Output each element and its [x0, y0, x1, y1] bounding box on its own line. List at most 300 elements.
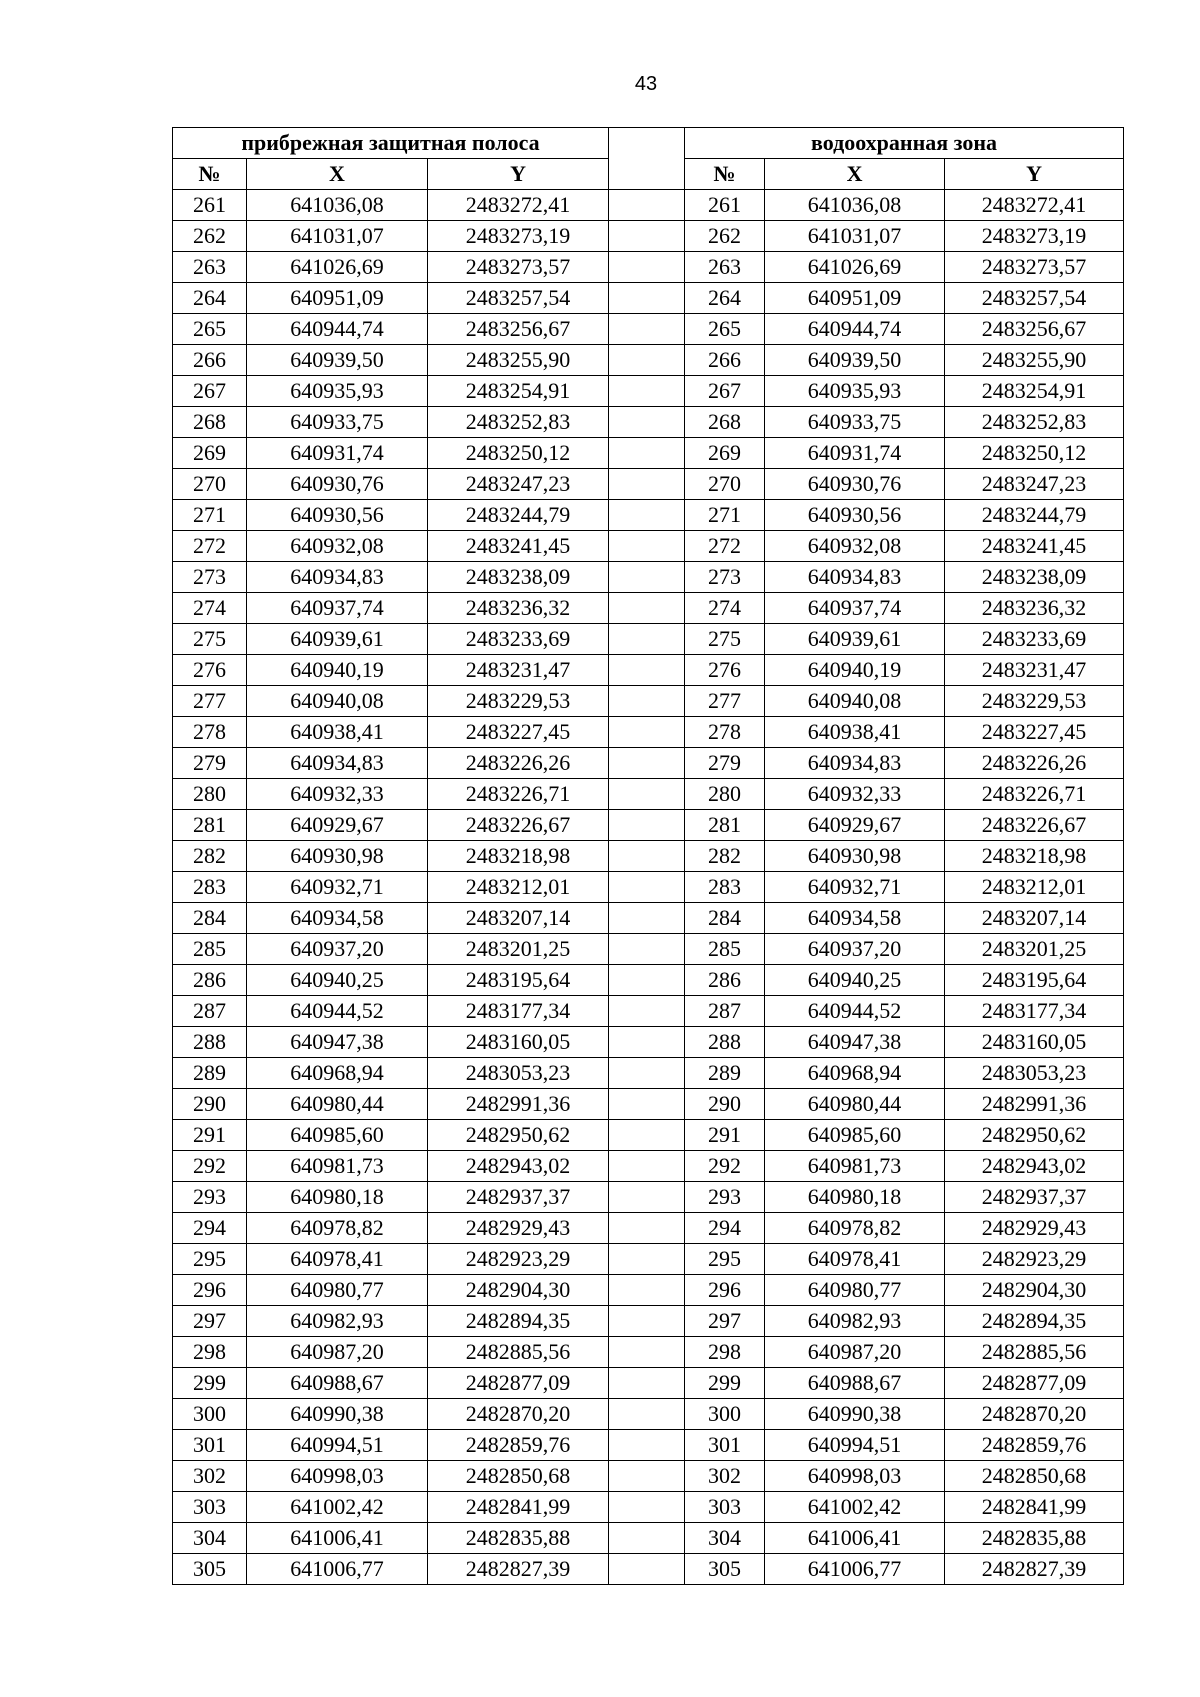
left-y-cell: 2482850,68 — [428, 1461, 609, 1492]
right-x-cell: 640978,82 — [765, 1213, 945, 1244]
right-x-cell: 640987,20 — [765, 1337, 945, 1368]
right-y-cell: 2482885,56 — [945, 1337, 1124, 1368]
right-number-cell: 264 — [685, 283, 765, 314]
right-x-cell: 640951,09 — [765, 283, 945, 314]
left-x-cell: 640988,67 — [247, 1368, 428, 1399]
right-number-cell: 282 — [685, 841, 765, 872]
right-y-cell: 2483195,64 — [945, 965, 1124, 996]
left-x-cell: 640932,71 — [247, 872, 428, 903]
table-row — [173, 314, 1124, 345]
left-y-cell: 2482870,20 — [428, 1399, 609, 1430]
gap-cell — [609, 1306, 685, 1337]
gap-cell — [609, 1492, 685, 1523]
right-x-cell: 640947,38 — [765, 1027, 945, 1058]
left-number-cell: 282 — [173, 841, 247, 872]
right-x-cell: 640982,93 — [765, 1306, 945, 1337]
left-y-cell: 2482885,56 — [428, 1337, 609, 1368]
left-x-cell: 640938,41 — [247, 717, 428, 748]
gap-cell — [609, 469, 685, 500]
right-x-cell: 640944,74 — [765, 314, 945, 345]
right-y-cell: 2483233,69 — [945, 624, 1124, 655]
right-y-cell: 2483241,45 — [945, 531, 1124, 562]
right-x-cell: 641002,42 — [765, 1492, 945, 1523]
left-number-cell: 302 — [173, 1461, 247, 1492]
gap-cell — [609, 1213, 685, 1244]
right-number-cell: 286 — [685, 965, 765, 996]
right-y-cell: 2482923,29 — [945, 1244, 1124, 1275]
left-y-cell: 2483255,90 — [428, 345, 609, 376]
table-row — [173, 562, 1124, 593]
right-y-cell: 2482827,39 — [945, 1554, 1124, 1585]
left-x-cell: 640968,94 — [247, 1058, 428, 1089]
left-y-cell: 2483233,69 — [428, 624, 609, 655]
right-number-cell: 276 — [685, 655, 765, 686]
left-number-cell: 261 — [173, 190, 247, 221]
right-number-cell: 290 — [685, 1089, 765, 1120]
left-y-cell: 2482950,62 — [428, 1120, 609, 1151]
table-row — [173, 1120, 1124, 1151]
left-x-cell: 641002,42 — [247, 1492, 428, 1523]
left-x-cell: 640980,77 — [247, 1275, 428, 1306]
right-y-cell: 2483226,26 — [945, 748, 1124, 779]
left-y-cell: 2483177,34 — [428, 996, 609, 1027]
left-number-cell: 280 — [173, 779, 247, 810]
left-y-cell: 2483218,98 — [428, 841, 609, 872]
gap-cell — [609, 1337, 685, 1368]
right-y-cell: 2482904,30 — [945, 1275, 1124, 1306]
right-number-cell: 261 — [685, 190, 765, 221]
right-y-cell: 2483160,05 — [945, 1027, 1124, 1058]
table-row — [173, 1027, 1124, 1058]
right-x-cell: 640981,73 — [765, 1151, 945, 1182]
left-y-cell: 2483273,57 — [428, 252, 609, 283]
gap-cell — [609, 1399, 685, 1430]
gap-cell — [609, 190, 685, 221]
right-x-cell: 640978,41 — [765, 1244, 945, 1275]
right-y-cell: 2483238,09 — [945, 562, 1124, 593]
gap-cell — [609, 531, 685, 562]
right-y-cell: 2482929,43 — [945, 1213, 1124, 1244]
left-y-cell: 2482877,09 — [428, 1368, 609, 1399]
left-y-cell: 2483273,19 — [428, 221, 609, 252]
left-x-cell: 640930,98 — [247, 841, 428, 872]
gap-cell — [609, 1089, 685, 1120]
left-number-cell: 286 — [173, 965, 247, 996]
left-number-cell: 265 — [173, 314, 247, 345]
left-number-cell: 277 — [173, 686, 247, 717]
right-number-cell: 283 — [685, 872, 765, 903]
table-row — [173, 531, 1124, 562]
table-row — [173, 1461, 1124, 1492]
left-y-cell: 2483254,91 — [428, 376, 609, 407]
right-x-cell: 640990,38 — [765, 1399, 945, 1430]
left-x-cell: 640951,09 — [247, 283, 428, 314]
left-x-cell: 640985,60 — [247, 1120, 428, 1151]
left-x-cell: 640987,20 — [247, 1337, 428, 1368]
left-number-cell: 268 — [173, 407, 247, 438]
left-x-cell: 641006,77 — [247, 1554, 428, 1585]
left-number-cell: 304 — [173, 1523, 247, 1554]
left-x-cell: 640934,83 — [247, 562, 428, 593]
left-y-cell: 2482991,36 — [428, 1089, 609, 1120]
left-number-cell: 298 — [173, 1337, 247, 1368]
left-x-cell: 640932,08 — [247, 531, 428, 562]
right-y-cell: 2482894,35 — [945, 1306, 1124, 1337]
left-x-cell: 640934,58 — [247, 903, 428, 934]
table-row — [173, 996, 1124, 1027]
left-y-cell: 2483272,41 — [428, 190, 609, 221]
left-number-cell: 294 — [173, 1213, 247, 1244]
left-x-cell: 640929,67 — [247, 810, 428, 841]
right-number-cell: 289 — [685, 1058, 765, 1089]
right-x-cell: 640994,51 — [765, 1430, 945, 1461]
gap-cell — [609, 314, 685, 345]
table-row — [173, 1337, 1124, 1368]
right-x-cell: 641006,41 — [765, 1523, 945, 1554]
left-number-cell: 276 — [173, 655, 247, 686]
right-y-cell: 2482859,76 — [945, 1430, 1124, 1461]
right-number-cell: 294 — [685, 1213, 765, 1244]
left-x-cell: 640980,18 — [247, 1182, 428, 1213]
right-y-cell: 2483226,71 — [945, 779, 1124, 810]
gap-cell — [609, 376, 685, 407]
table-row — [173, 593, 1124, 624]
left-number-cell: 295 — [173, 1244, 247, 1275]
table-row — [173, 1058, 1124, 1089]
gap-cell — [609, 624, 685, 655]
right-y-cell: 2483255,90 — [945, 345, 1124, 376]
right-number-cell: 300 — [685, 1399, 765, 1430]
gap-cell — [609, 1120, 685, 1151]
table-row — [173, 500, 1124, 531]
gap-cell — [609, 1027, 685, 1058]
right-y-cell: 2483244,79 — [945, 500, 1124, 531]
right-number-cell: 278 — [685, 717, 765, 748]
left-number-cell: 287 — [173, 996, 247, 1027]
right-x-cell: 640930,76 — [765, 469, 945, 500]
table-row — [173, 283, 1124, 314]
left-number-cell: 264 — [173, 283, 247, 314]
right-x-cell: 640930,56 — [765, 500, 945, 531]
left-y-cell: 2483250,12 — [428, 438, 609, 469]
gap-cell — [609, 252, 685, 283]
right-number-cell: 275 — [685, 624, 765, 655]
right-x-cell: 640980,77 — [765, 1275, 945, 1306]
left-number-cell: 262 — [173, 221, 247, 252]
right-number-cell: 271 — [685, 500, 765, 531]
left-y-cell: 2482841,99 — [428, 1492, 609, 1523]
gap-cell — [609, 283, 685, 314]
right-x-cell: 640940,19 — [765, 655, 945, 686]
table-row — [173, 903, 1124, 934]
left-x-cell: 640937,74 — [247, 593, 428, 624]
gap-cell — [609, 1368, 685, 1399]
left-number-cell: 272 — [173, 531, 247, 562]
right-y-cell: 2482937,37 — [945, 1182, 1124, 1213]
left-number-cell: 289 — [173, 1058, 247, 1089]
right-x-cell: 640932,08 — [765, 531, 945, 562]
left-x-cell: 640994,51 — [247, 1430, 428, 1461]
table-row — [173, 469, 1124, 500]
table-row — [173, 934, 1124, 965]
right-number-cell: 288 — [685, 1027, 765, 1058]
gap-cell — [609, 748, 685, 779]
right-number-cell: 291 — [685, 1120, 765, 1151]
left-x-cell: 640940,08 — [247, 686, 428, 717]
table-row — [173, 1213, 1124, 1244]
right-number-cell: 293 — [685, 1182, 765, 1213]
table-row — [173, 686, 1124, 717]
right-y-cell: 2482877,09 — [945, 1368, 1124, 1399]
left-y-cell: 2483252,83 — [428, 407, 609, 438]
right-number-cell: 304 — [685, 1523, 765, 1554]
left-number-cell: 299 — [173, 1368, 247, 1399]
right-number-cell: 301 — [685, 1430, 765, 1461]
left-y-cell: 2483244,79 — [428, 500, 609, 531]
right-y-cell: 2482870,20 — [945, 1399, 1124, 1430]
right-x-cell: 640934,83 — [765, 562, 945, 593]
table-row — [173, 717, 1124, 748]
gap-cell — [609, 872, 685, 903]
right-number-cell: 285 — [685, 934, 765, 965]
right-number-cell: 280 — [685, 779, 765, 810]
left-y-cell: 2483226,71 — [428, 779, 609, 810]
left-x-cell: 641026,69 — [247, 252, 428, 283]
left-number-cell: 290 — [173, 1089, 247, 1120]
gap-cell — [609, 779, 685, 810]
left-y-cell: 2482894,35 — [428, 1306, 609, 1337]
gap-cell — [609, 717, 685, 748]
left-x-cell: 640940,25 — [247, 965, 428, 996]
right-y-cell: 2483212,01 — [945, 872, 1124, 903]
table-row — [173, 624, 1124, 655]
left-x-cell: 640944,74 — [247, 314, 428, 345]
left-y-cell: 2482827,39 — [428, 1554, 609, 1585]
right-x-cell: 641036,08 — [765, 190, 945, 221]
right-x-cell: 641031,07 — [765, 221, 945, 252]
table-row — [173, 407, 1124, 438]
right-number-cell: 297 — [685, 1306, 765, 1337]
gap-cell — [609, 655, 685, 686]
right-y-cell: 2483053,23 — [945, 1058, 1124, 1089]
gap-cell — [609, 934, 685, 965]
right-number-cell: 272 — [685, 531, 765, 562]
left-number-cell: 267 — [173, 376, 247, 407]
left-number-cell: 273 — [173, 562, 247, 593]
table-row — [173, 252, 1124, 283]
coastal-protective-strip-title: прибрежная защитная полоса — [173, 128, 609, 159]
left-x-cell: 640947,38 — [247, 1027, 428, 1058]
left-number-cell: 275 — [173, 624, 247, 655]
right-number-cell: 279 — [685, 748, 765, 779]
table-row — [173, 841, 1124, 872]
left-y-cell: 2483236,32 — [428, 593, 609, 624]
right-x-cell: 640939,50 — [765, 345, 945, 376]
gap-cell — [609, 686, 685, 717]
right-y-cell: 2483273,19 — [945, 221, 1124, 252]
left-y-cell: 2482937,37 — [428, 1182, 609, 1213]
gap-cell — [609, 1461, 685, 1492]
left-y-cell: 2483195,64 — [428, 965, 609, 996]
water-protection-zone-title: водоохранная зона — [685, 128, 1124, 159]
table-row — [173, 1275, 1124, 1306]
right-x-cell: 640985,60 — [765, 1120, 945, 1151]
right-number-cell: 281 — [685, 810, 765, 841]
gap-cell — [609, 965, 685, 996]
left-y-cell: 2483247,23 — [428, 469, 609, 500]
gap-cell — [609, 1244, 685, 1275]
right-number-cell: 269 — [685, 438, 765, 469]
left-x-cell: 640934,83 — [247, 748, 428, 779]
table-row — [173, 1492, 1124, 1523]
right-number-cell: 277 — [685, 686, 765, 717]
left-x-cell: 640939,61 — [247, 624, 428, 655]
right-x-cell: 640929,67 — [765, 810, 945, 841]
right-y-cell: 2482950,62 — [945, 1120, 1124, 1151]
left-y-cell: 2483227,45 — [428, 717, 609, 748]
right-y-cell: 2483272,41 — [945, 190, 1124, 221]
left-y-cell: 2483229,53 — [428, 686, 609, 717]
left-y-cell: 2482859,76 — [428, 1430, 609, 1461]
left-number-cell: 271 — [173, 500, 247, 531]
left-number-cell: 284 — [173, 903, 247, 934]
gap-cell — [609, 407, 685, 438]
right-y-cell: 2483218,98 — [945, 841, 1124, 872]
right-y-cell: 2483247,23 — [945, 469, 1124, 500]
gap-cell — [609, 996, 685, 1027]
right-x-cell: 640931,74 — [765, 438, 945, 469]
gap-cell — [609, 810, 685, 841]
left-number-cell: 301 — [173, 1430, 247, 1461]
left-y-cell: 2483160,05 — [428, 1027, 609, 1058]
right-x-cell: 641026,69 — [765, 252, 945, 283]
right-number-cell: 292 — [685, 1151, 765, 1182]
left-y-cell: 2483207,14 — [428, 903, 609, 934]
right-y-cell: 2482991,36 — [945, 1089, 1124, 1120]
right-y-cell: 2482835,88 — [945, 1523, 1124, 1554]
left-number-cell: 281 — [173, 810, 247, 841]
gap-cell — [609, 1275, 685, 1306]
right-x-cell: 640938,41 — [765, 717, 945, 748]
left-y-cell: 2483053,23 — [428, 1058, 609, 1089]
gap-cell — [609, 1182, 685, 1213]
right-number-cell: 270 — [685, 469, 765, 500]
left-number-cell: 283 — [173, 872, 247, 903]
gap-cell — [609, 345, 685, 376]
left-number-cell: 291 — [173, 1120, 247, 1151]
table-row — [173, 779, 1124, 810]
table-row — [173, 438, 1124, 469]
left-number-header: № — [173, 159, 247, 190]
left-x-cell: 641006,41 — [247, 1523, 428, 1554]
left-y-cell: 2483238,09 — [428, 562, 609, 593]
table-row — [173, 1554, 1124, 1585]
right-x-cell: 640937,74 — [765, 593, 945, 624]
left-y-cell: 2482835,88 — [428, 1523, 609, 1554]
table-row — [173, 190, 1124, 221]
left-number-cell: 266 — [173, 345, 247, 376]
right-number-cell: 299 — [685, 1368, 765, 1399]
left-number-cell: 279 — [173, 748, 247, 779]
right-y-cell: 2483273,57 — [945, 252, 1124, 283]
left-x-cell: 640980,44 — [247, 1089, 428, 1120]
left-x-cell: 640935,93 — [247, 376, 428, 407]
right-y-cell: 2483236,32 — [945, 593, 1124, 624]
right-y-cell: 2483229,53 — [945, 686, 1124, 717]
right-y-header: Y — [945, 159, 1124, 190]
section-header-row — [173, 128, 1124, 159]
right-y-cell: 2483207,14 — [945, 903, 1124, 934]
right-number-cell: 284 — [685, 903, 765, 934]
left-x-cell: 640931,74 — [247, 438, 428, 469]
right-number-cell: 305 — [685, 1554, 765, 1585]
right-number-cell: 302 — [685, 1461, 765, 1492]
left-number-cell: 305 — [173, 1554, 247, 1585]
right-number-cell: 298 — [685, 1337, 765, 1368]
right-x-cell: 640932,71 — [765, 872, 945, 903]
right-x-cell: 640940,25 — [765, 965, 945, 996]
left-x-cell: 640978,41 — [247, 1244, 428, 1275]
right-y-cell: 2483177,34 — [945, 996, 1124, 1027]
left-x-header: X — [247, 159, 428, 190]
right-number-cell: 296 — [685, 1275, 765, 1306]
gap-cell — [609, 1430, 685, 1461]
right-y-cell: 2482943,02 — [945, 1151, 1124, 1182]
left-number-cell: 296 — [173, 1275, 247, 1306]
left-y-cell: 2483212,01 — [428, 872, 609, 903]
left-y-cell: 2483226,26 — [428, 748, 609, 779]
right-x-cell: 640968,94 — [765, 1058, 945, 1089]
table-row — [173, 872, 1124, 903]
page-number: 43 — [634, 73, 658, 95]
table-row — [173, 1306, 1124, 1337]
left-number-cell: 270 — [173, 469, 247, 500]
right-number-cell: 274 — [685, 593, 765, 624]
left-y-cell: 2482923,29 — [428, 1244, 609, 1275]
left-y-cell: 2483256,67 — [428, 314, 609, 345]
right-number-cell: 265 — [685, 314, 765, 345]
gap-cell — [609, 438, 685, 469]
table-row — [173, 655, 1124, 686]
right-number-cell: 267 — [685, 376, 765, 407]
right-x-cell: 641006,77 — [765, 1554, 945, 1585]
left-number-cell: 274 — [173, 593, 247, 624]
right-number-cell: 268 — [685, 407, 765, 438]
right-x-cell: 640937,20 — [765, 934, 945, 965]
left-x-cell: 640981,73 — [247, 1151, 428, 1182]
right-y-cell: 2482850,68 — [945, 1461, 1124, 1492]
right-x-cell: 640980,44 — [765, 1089, 945, 1120]
gap-cell — [609, 593, 685, 624]
left-number-cell: 303 — [173, 1492, 247, 1523]
right-y-cell: 2483227,45 — [945, 717, 1124, 748]
right-x-cell: 640932,33 — [765, 779, 945, 810]
coordinates-table — [172, 127, 1124, 1585]
right-number-cell: 263 — [685, 252, 765, 283]
left-number-cell: 269 — [173, 438, 247, 469]
right-y-cell: 2483231,47 — [945, 655, 1124, 686]
left-number-cell: 292 — [173, 1151, 247, 1182]
left-y-cell: 2483231,47 — [428, 655, 609, 686]
left-y-cell: 2482904,30 — [428, 1275, 609, 1306]
right-number-cell: 266 — [685, 345, 765, 376]
right-number-cell: 303 — [685, 1492, 765, 1523]
right-y-cell: 2483254,91 — [945, 376, 1124, 407]
table-row — [173, 748, 1124, 779]
left-number-cell: 300 — [173, 1399, 247, 1430]
right-y-cell: 2483201,25 — [945, 934, 1124, 965]
table-row — [173, 1368, 1124, 1399]
